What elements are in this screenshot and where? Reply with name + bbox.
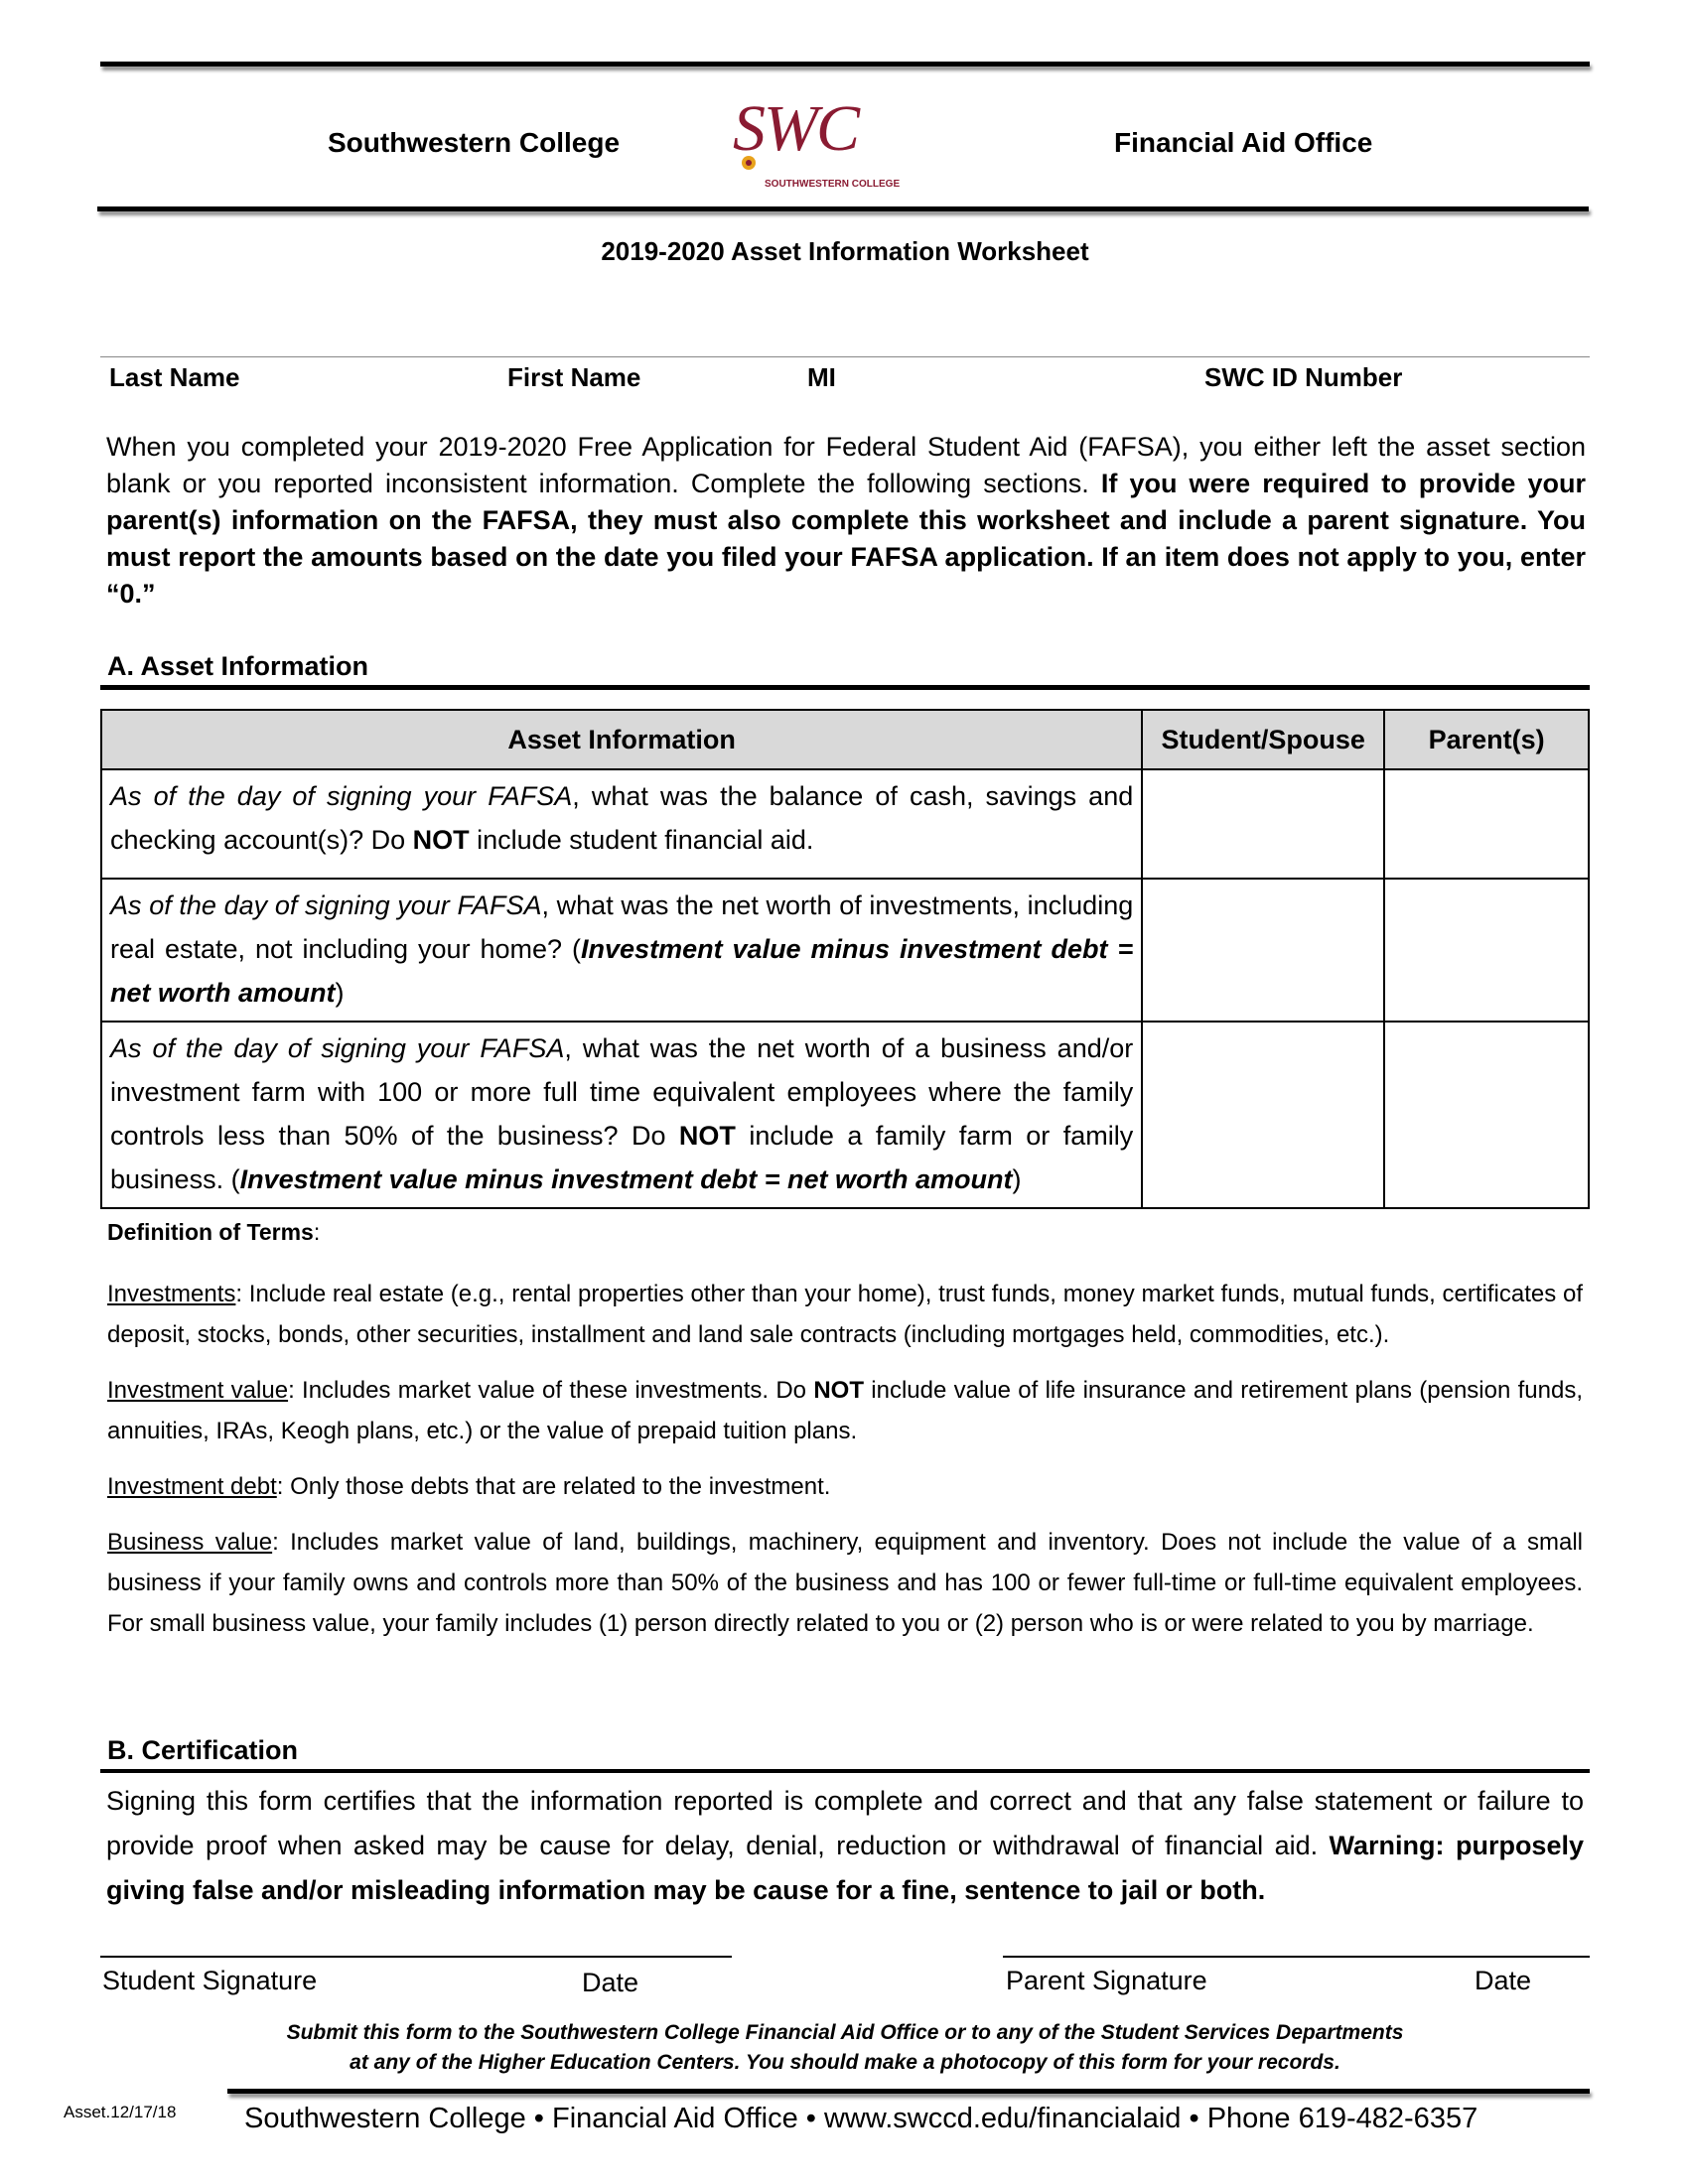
parent-signature-label: Parent Signature (1006, 1966, 1207, 1995)
swc-id-label: SWC ID Number (1204, 362, 1403, 392)
intro-text: When you completed your 2019-2020 Free Application for Federal Student Aid (FAFSA), you either left the asset section blank or you reported inconsistent information. Complete the following sections. (106, 432, 1586, 498)
intro-bold-text: If you were required to provide your parent(s) information on the FAFSA, they must also complete this worksheet and include a parent signature. You must report the amounts based on the date you filed your FAFSA application. If an item does not apply to you, enter “0.” (106, 469, 1586, 609)
top-rule (100, 62, 1590, 67)
first-name-label: First Name (507, 362, 641, 392)
footer-text: Southwestern College • Financial Aid Office • www.swccd.edu/financialaid • Phone 619-482-6357 (244, 2103, 1478, 2134)
table-row (101, 1022, 1589, 1208)
form-code: Asset.12/17/18 (64, 2103, 177, 2121)
header-rule (97, 206, 1589, 211)
section-a-heading: A. Asset Information (107, 651, 369, 681)
parent-business-input[interactable] (1384, 1022, 1589, 1208)
parent-investments-input[interactable] (1384, 879, 1589, 1022)
parent-date-label: Date (1475, 1966, 1532, 1995)
parent-signature-line[interactable] (1003, 1956, 1590, 1958)
swc-logo (723, 87, 921, 195)
table-header-row (101, 710, 1589, 769)
section-b-heading: B. Certification (107, 1735, 299, 1765)
definitions-heading: Definition of Terms: (107, 1219, 321, 1245)
student-investments-input[interactable] (1142, 879, 1384, 1022)
certification-text: Signing this form certifies that the information reported is complete and correct and that any false statement or failure to provide proof when asked may be cause for delay, denial, reduction or withdrawal of financial aid. Warning: purposely giving false and/or misleading information may be cause for a fine, sentence to jail or both. (106, 1786, 1584, 1905)
col-parents: Parent(s) (1384, 710, 1589, 769)
warning-text: Warning: purposely giving false and/or misleading information may be cause for a fine, sentence to jail or both. (106, 1831, 1584, 1905)
def-business-value: Business value: Includes market value of land, buildings, machinery, equipment and inventory. Does not include the value of a small business if your family owns and controls more than 50% of the business and has 100 or fewer full-time or full-time equivalent employees. For small business value, your family includes (1) person directly related to you or (2) person who is or were related to you by marriage. (107, 1529, 1583, 1637)
logo-subtext: SOUTHWESTERN COLLEGE (765, 179, 901, 190)
def-investment-debt: Investment debt: Only those debts that are related to the investment. (107, 1473, 831, 1500)
asset-question-business: As of the day of signing your FAFSA, what was the net worth of a business and/or investment farm with 100 or more full time equivalent employees where the family controls less than 50% of the business? Do NOT include a family farm or family business. (Investment value minus investment debt = net worth amount) (101, 1022, 1142, 1208)
asset-table (100, 709, 1590, 1209)
student-business-input[interactable] (1142, 1022, 1384, 1208)
logo-text: SWC (733, 92, 858, 165)
asset-question-investments: As of the day of signing your FAFSA, what was the net worth of investments, including real estate, not including your home? (Investment value minus investment debt = net worth amount) (101, 879, 1142, 1022)
office-name: Financial Aid Office (1114, 127, 1373, 158)
def-investments: Investments: Include real estate (e.g., rental properties other than your home), trust funds, money market funds, mutual funds, certificates of deposit, stocks, bonds, other securities, installment and land sale contracts (including mortgages held, commodities, etc.). (107, 1281, 1583, 1348)
parent-cash-input[interactable] (1384, 769, 1589, 879)
student-signature-line[interactable] (100, 1956, 732, 1958)
college-name: Southwestern College (328, 127, 621, 158)
asset-question-cash: As of the day of signing your FAFSA, what was the balance of cash, savings and checking account(s)? Do NOT include student financial aid. (101, 769, 1142, 879)
section-b-rule (100, 1769, 1590, 1773)
section-a-rule (100, 685, 1590, 690)
mi-label: MI (807, 362, 836, 392)
student-cash-input[interactable] (1142, 769, 1384, 879)
submit-note: Submit this form to the Southwestern College Financial Aid Office or to any of the Student Services Departments at any of the Higher Education Centers. You should make a photocopy of this form for your records. (286, 2021, 1404, 2074)
col-asset-information: Asset Information (101, 710, 1142, 769)
student-signature-label: Student Signature (102, 1966, 318, 1995)
intro-paragraph (106, 429, 1586, 613)
table-row (101, 879, 1589, 1022)
footer-rule (227, 2089, 1590, 2094)
col-student-spouse: Student/Spouse (1142, 710, 1384, 769)
student-date-label: Date (582, 1968, 639, 1997)
page-title: 2019-2020 Asset Information Worksheet (601, 236, 1089, 266)
def-investment-value: Investment value: Includes market value of these investments. Do NOT include value of life insurance and retirement plans (pension funds, annuities, IRAs, Keogh plans, etc.) or the value of prepaid tuition plans. (107, 1377, 1583, 1444)
name-field-line (100, 356, 1590, 357)
definitions-block (107, 1274, 1583, 1659)
table-row (101, 769, 1589, 879)
last-name-label: Last Name (109, 362, 240, 392)
